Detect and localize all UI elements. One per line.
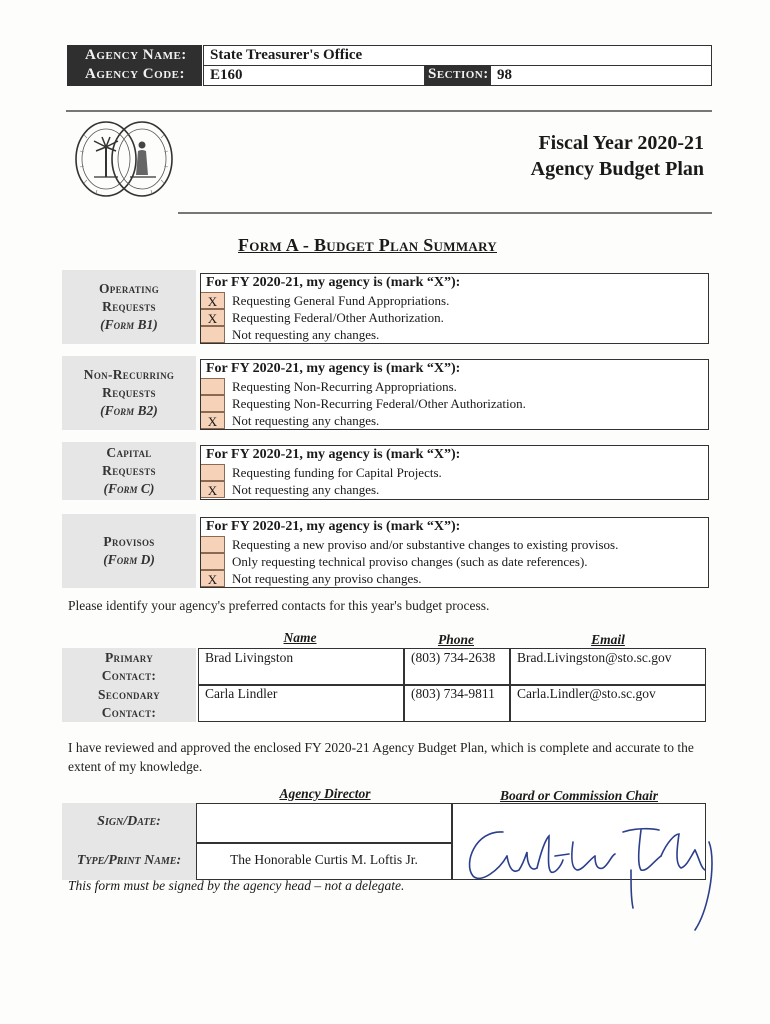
section-label: Section:: [428, 66, 489, 82]
form-title: Form A - Budget Plan Summary: [238, 235, 497, 255]
option-label: Requesting Non-Recurring Federal/Other Authorization.: [232, 396, 526, 411]
option-checkbox[interactable]: X: [201, 570, 225, 587]
option-row: [201, 464, 708, 481]
option-row: [201, 292, 708, 309]
section-field: [490, 65, 712, 86]
fiscal-year-title: [531, 130, 704, 182]
panel-label-line: Provisos: [103, 534, 155, 549]
col-divider: [451, 804, 453, 879]
option-label: Not requesting any proviso changes.: [232, 571, 422, 586]
non-recurring-requests-box: [200, 359, 709, 430]
second-rule: [178, 212, 712, 214]
panel-label-line: Capital: [106, 445, 152, 460]
panel-label-line: Secondary: [98, 686, 160, 702]
primary-name: Brad Livingston: [205, 650, 294, 665]
option-checkbox[interactable]: [201, 378, 225, 395]
option-checkbox[interactable]: [201, 464, 225, 481]
option-row: [201, 570, 708, 587]
review-statement: I have reviewed and approved the enclosed FY 2020-21 Agency Budget Plan, which is complete and accurate to the extent of my knowledge.: [68, 740, 694, 774]
primary-phone: (803) 734-2638: [411, 650, 496, 665]
contacts-intro: Please identify your agency's preferred contacts for this year's budget process.: [68, 598, 490, 613]
option-row: [201, 412, 708, 429]
title-line-1: Fiscal Year 2020-21: [538, 132, 704, 154]
type-print-label: Type/Print Name:: [76, 852, 182, 868]
agency-code-label: Agency Code:: [85, 66, 185, 82]
option-checkbox[interactable]: [201, 536, 225, 553]
question-text: For FY 2020-21, my agency is (mark “X”):: [206, 275, 461, 290]
board-chair-header: Board or Commission Chair: [500, 788, 658, 803]
section-value: 98: [497, 67, 512, 83]
email-column-header: Email: [591, 632, 625, 647]
option-label: Not requesting any changes.: [232, 482, 380, 497]
question-text: For FY 2020-21, my agency is (mark “X”):: [206, 361, 461, 376]
panel-label-line: Requests: [102, 463, 156, 478]
secondary-email: Carla.Lindler@sto.sc.gov: [517, 686, 656, 701]
name-column-header: Name: [283, 630, 317, 645]
option-label: Requesting Federal/Other Authorization.: [232, 310, 444, 325]
option-row: [201, 536, 708, 553]
option-checkbox[interactable]: X: [201, 412, 225, 429]
provisos-box: [200, 517, 709, 588]
director-name: The Honorable Curtis M. Loftis Jr.: [230, 852, 418, 867]
non-recurring-requests-panel: [62, 356, 196, 430]
secondary-contact-label: [98, 686, 160, 722]
agency-code-field: [203, 65, 425, 86]
agency-director-header: Agency Director: [279, 786, 371, 801]
option-label: Not requesting any changes.: [232, 327, 380, 342]
panel-label-line: Primary: [104, 649, 153, 665]
option-label: Requesting General Fund Appropriations.: [232, 293, 450, 308]
primary-email: Brad.Livingston@sto.sc.gov: [517, 650, 672, 665]
signature-label-panel: [62, 803, 196, 880]
panel-label-line: Requests: [102, 385, 156, 400]
phone-column-header: Phone: [437, 632, 474, 647]
option-checkbox[interactable]: [201, 395, 225, 412]
option-checkbox[interactable]: X: [201, 292, 225, 309]
panel-label-line: Operating: [98, 281, 160, 296]
agency-name-value: State Treasurer's Office: [210, 47, 363, 63]
panel-label-line: Non-Recurring: [83, 367, 175, 382]
operating-requests-panel: [62, 270, 196, 344]
agency-label-block: [67, 45, 202, 86]
secondary-phone: (803) 734-9811: [411, 686, 495, 701]
option-row: [201, 553, 708, 570]
option-checkbox[interactable]: X: [201, 309, 225, 326]
capital-requests-box: [200, 445, 709, 500]
panel-form-ref: (Form B2): [100, 403, 158, 418]
operating-requests-box: [200, 273, 709, 344]
option-label: Requesting Non-Recurring Appropriations.: [232, 379, 457, 394]
option-label: Only requesting technical proviso changes (such as date references).: [232, 554, 588, 569]
option-checkbox[interactable]: [201, 326, 225, 343]
panel-form-ref: (Form C): [103, 481, 155, 496]
state-seal-icon: [74, 111, 174, 207]
capital-requests-panel: [62, 442, 196, 500]
panel-label-line: Contact:: [101, 704, 157, 720]
option-label: Requesting funding for Capital Projects.: [232, 465, 442, 480]
option-checkbox[interactable]: [201, 553, 225, 570]
provisos-panel: [62, 514, 196, 588]
panel-label-line: Requests: [102, 299, 156, 314]
title-line-2: Agency Budget Plan: [530, 158, 704, 180]
question-text: For FY 2020-21, my agency is (mark “X”):: [206, 447, 461, 462]
primary-contact-label: [102, 649, 156, 685]
panel-form-ref: (Form D): [103, 552, 155, 567]
panel-label-line: Contact:: [101, 667, 157, 683]
option-row: [201, 326, 708, 343]
option-label: Not requesting any changes.: [232, 413, 380, 428]
section-label-block: [425, 65, 491, 86]
option-row: [201, 481, 708, 498]
signature-footnote: This form must be signed by the agency head – not a delegate.: [68, 878, 405, 893]
handwritten-signature-icon: [455, 812, 730, 942]
option-checkbox[interactable]: X: [201, 481, 225, 498]
option-row: [201, 309, 708, 326]
agency-code-value: E160: [210, 67, 243, 83]
sign-date-label: Sign/Date:: [97, 814, 161, 830]
contacts-label-panel: [62, 648, 196, 722]
secondary-name: Carla Lindler: [205, 686, 278, 701]
contacts-table: [198, 648, 706, 722]
agency-name-field: [203, 45, 712, 66]
option-label: Requesting a new proviso and/or substantive changes to existing provisos.: [232, 537, 619, 552]
row-divider: [197, 842, 451, 844]
question-text: For FY 2020-21, my agency is (mark “X”):: [206, 519, 461, 534]
agency-name-label: Agency Name:: [85, 47, 187, 63]
option-row: [201, 395, 708, 412]
panel-form-ref: (Form B1): [100, 317, 158, 332]
option-row: [201, 378, 708, 395]
